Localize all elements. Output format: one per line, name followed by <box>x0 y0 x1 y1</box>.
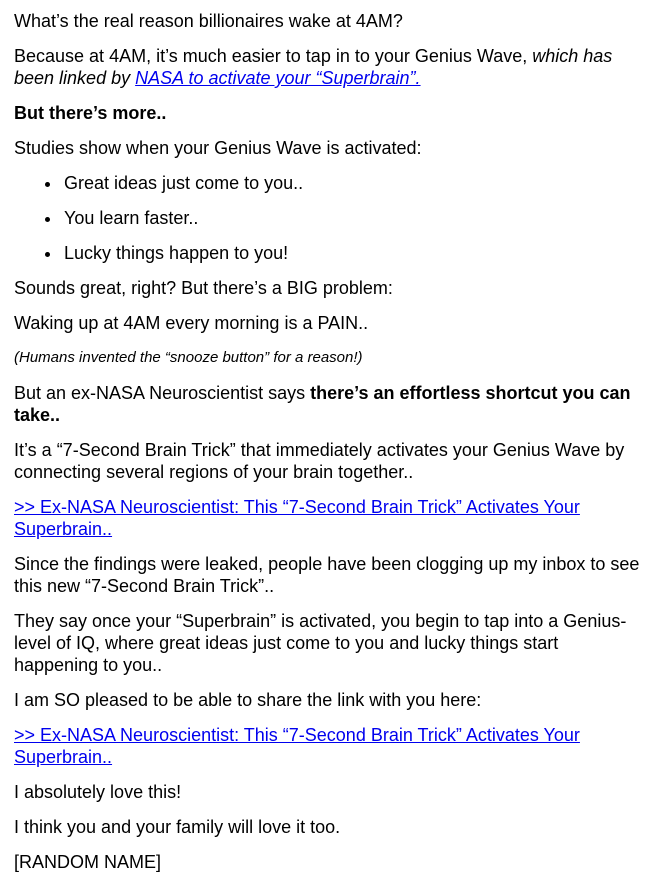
paragraph-cta-1 <box>14 496 644 540</box>
paragraph-studies-show: Studies show when your Genius Wave is activated: <box>14 138 422 158</box>
paragraph-big-problem: Sounds great, right? But there’s a BIG problem: <box>14 278 393 298</box>
paragraph-shortcut <box>14 382 644 426</box>
paragraph-love-this: I absolutely love this! <box>14 782 182 802</box>
paragraph-snooze-note: (Humans invented the “snooze button” for a reason!) <box>14 349 363 366</box>
shortcut-bold-text: there’s an effortless shortcut you can take.. <box>14 383 631 425</box>
paragraph-family-love: I think you and your family will love it too. <box>14 817 341 837</box>
bullet-item-great-ideas: • Great ideas just come to you.. <box>62 172 644 194</box>
benefits-list <box>14 172 644 264</box>
paragraph-waking-pain: Waking up at 4AM every morning is a PAIN.. <box>14 313 369 333</box>
linked-by-italic-text: which has been linked by <box>14 46 613 88</box>
nasa-superbrain-link[interactable]: NASA to activate your “Superbrain”. <box>135 68 421 88</box>
genius-wave-text: Because at 4AM, it’s much easier to tap in to your Genius Wave, <box>14 46 533 66</box>
cta-link-bottom[interactable]: >> Ex-NASA Neuroscientist: This “7-Second Brain Trick” Activates Your Superbrain.. <box>14 725 580 767</box>
paragraph-cta-2 <box>14 724 644 768</box>
paragraph-share-link: I am SO pleased to be able to share the link with you here: <box>14 690 482 710</box>
paragraph-superbrain-activated: They say once your “Superbrain” is activated, you begin to tap into a Genius-level of IQ, where great ideas just come to you and lucky things start happening to you.. <box>14 611 627 675</box>
paragraph-genius-wave <box>14 45 644 89</box>
bullet-item-learn-faster: • You learn faster.. <box>62 207 644 229</box>
signature: [RANDOM NAME] <box>14 852 162 872</box>
paragraph-hook-question: What’s the real reason billionaires wake at 4AM? <box>14 11 403 31</box>
paragraph-brain-trick: It’s a “7-Second Brain Trick” that immediately activates your Genius Wave by connecting several regions of your brain together.. <box>14 440 625 482</box>
bullet-item-lucky-things: • Lucky things happen to you! <box>62 242 644 264</box>
paragraph-theres-more: But there’s more.. <box>14 103 167 123</box>
cta-link-top[interactable]: >> Ex-NASA Neuroscientist: This “7-Second Brain Trick” Activates Your Superbrain.. <box>14 497 580 539</box>
paragraph-findings-leaked: Since the findings were leaked, people have been clogging up my inbox to see this new “7-Second Brain Trick”.. <box>14 554 640 596</box>
shortcut-intro-text: But an ex-NASA Neuroscientist says <box>14 383 311 403</box>
